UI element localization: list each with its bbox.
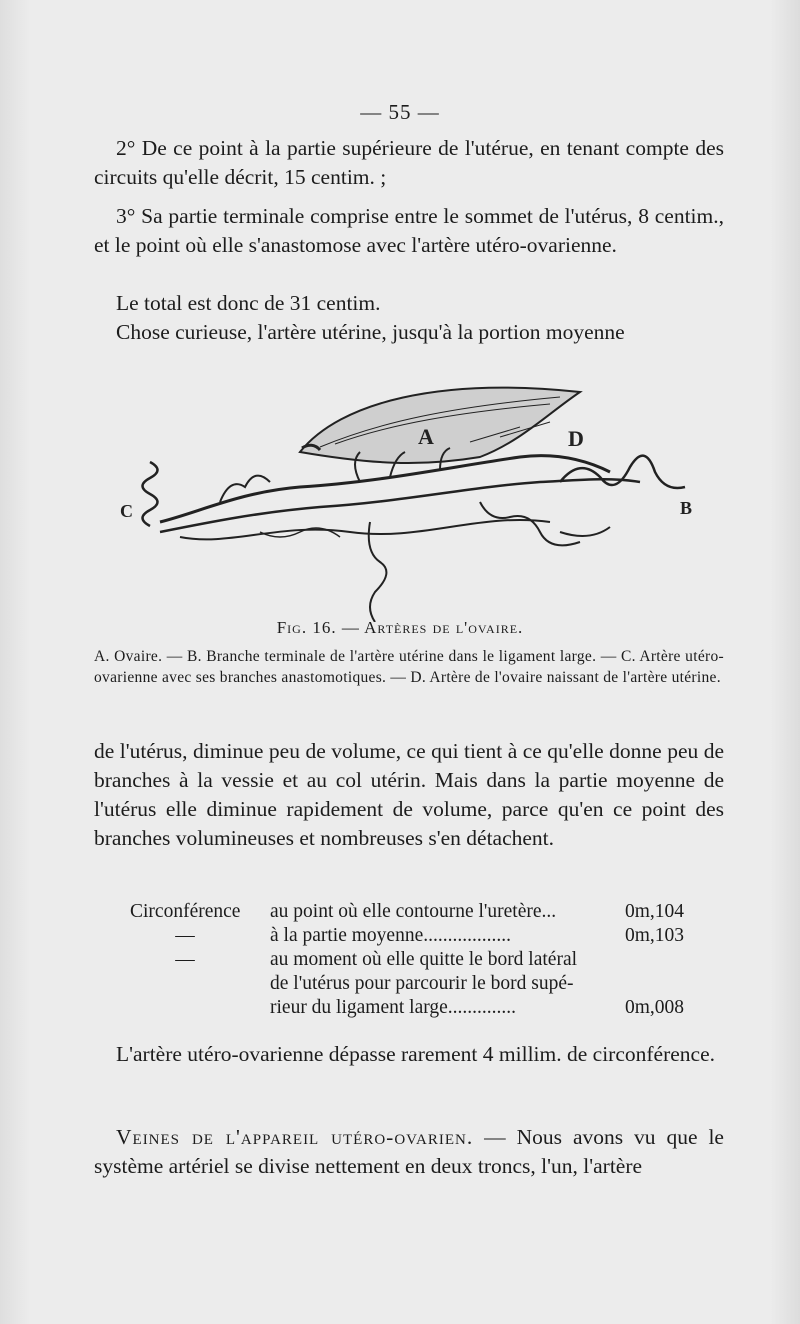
- ovary-arteries-illustration: [120, 372, 700, 622]
- section-text: — Nous avons vu que le système artériel se divise nettement en deux troncs, l'un, l'artère: [94, 1125, 724, 1178]
- figure-caption: Fig. 16. — Artères de l'ovaire.: [276, 618, 524, 637]
- paragraph-middle: de l'utérus, diminue peu de volume, ce qui tient à ce qu'elle donne peu de branches à la vessie et au col utérin. Mais dans la partie moyenne de l'utérus elle diminue rapidement de volume, parce qu'en ce point des branches volumineuses et nombreuses s'en détachent.: [94, 739, 724, 850]
- row-label: —: [175, 925, 195, 946]
- table-row: [130, 948, 730, 972]
- paragraph-curious: Chose curieuse, l'artère utérine, jusqu'à la portion moyenne: [116, 320, 625, 344]
- table-row: [130, 924, 730, 948]
- paragraph-3: 3° Sa partie terminale comprise entre le sommet de l'utérus, 8 centim., et le point où elle s'anastomose avec l'artère utéro-ovarienne.: [94, 204, 724, 257]
- row-text: au point où elle contourne l'uretère...: [270, 901, 557, 922]
- circumference-table: [130, 900, 730, 1020]
- row-label: Circonférence: [130, 901, 241, 922]
- page-number: — 55 —: [360, 100, 440, 124]
- paragraph-total: Le total est donc de 31 centim.: [116, 291, 381, 315]
- row-value: 0m,104: [625, 901, 685, 922]
- label-b: B: [680, 498, 693, 518]
- paragraph-2: 2° De ce point à la partie supérieure de l'utérue, en tenant compte des circuits qu'elle décrit, 15 centim. ;: [94, 136, 724, 189]
- label-d: D: [568, 426, 584, 451]
- table-row: [130, 996, 730, 1020]
- row-text: de l'utérus pour parcourir le bord supé-: [270, 973, 574, 994]
- row-label: —: [175, 949, 195, 970]
- row-text: à la partie moyenne..................: [270, 925, 511, 946]
- paragraph-after-table: L'artère utéro-ovarienne dépasse rarement 4 millim. de circonférence.: [116, 1042, 715, 1066]
- section-heading: Veines de l'appareil utéro-ovarien.: [116, 1125, 474, 1149]
- row-text: rieur du ligament large..............: [270, 997, 517, 1018]
- row-value: 0m,103: [625, 925, 685, 946]
- table-row: [130, 900, 730, 924]
- table-row: [130, 972, 730, 996]
- label-c: C: [120, 501, 133, 521]
- section-veines: [94, 1123, 724, 1181]
- label-a: A: [418, 424, 434, 449]
- figure-legend: A. Ovaire. — B. Branche terminale de l'artère utérine dans le ligament large. — C. Artère utéro-ovarienne avec ses branches anastomotiques. — D. Artère de l'ovaire naissant de l'artère utérine.: [94, 648, 724, 686]
- row-text: au moment où elle quitte le bord latéral: [270, 949, 578, 970]
- row-value: 0m,008: [625, 997, 685, 1018]
